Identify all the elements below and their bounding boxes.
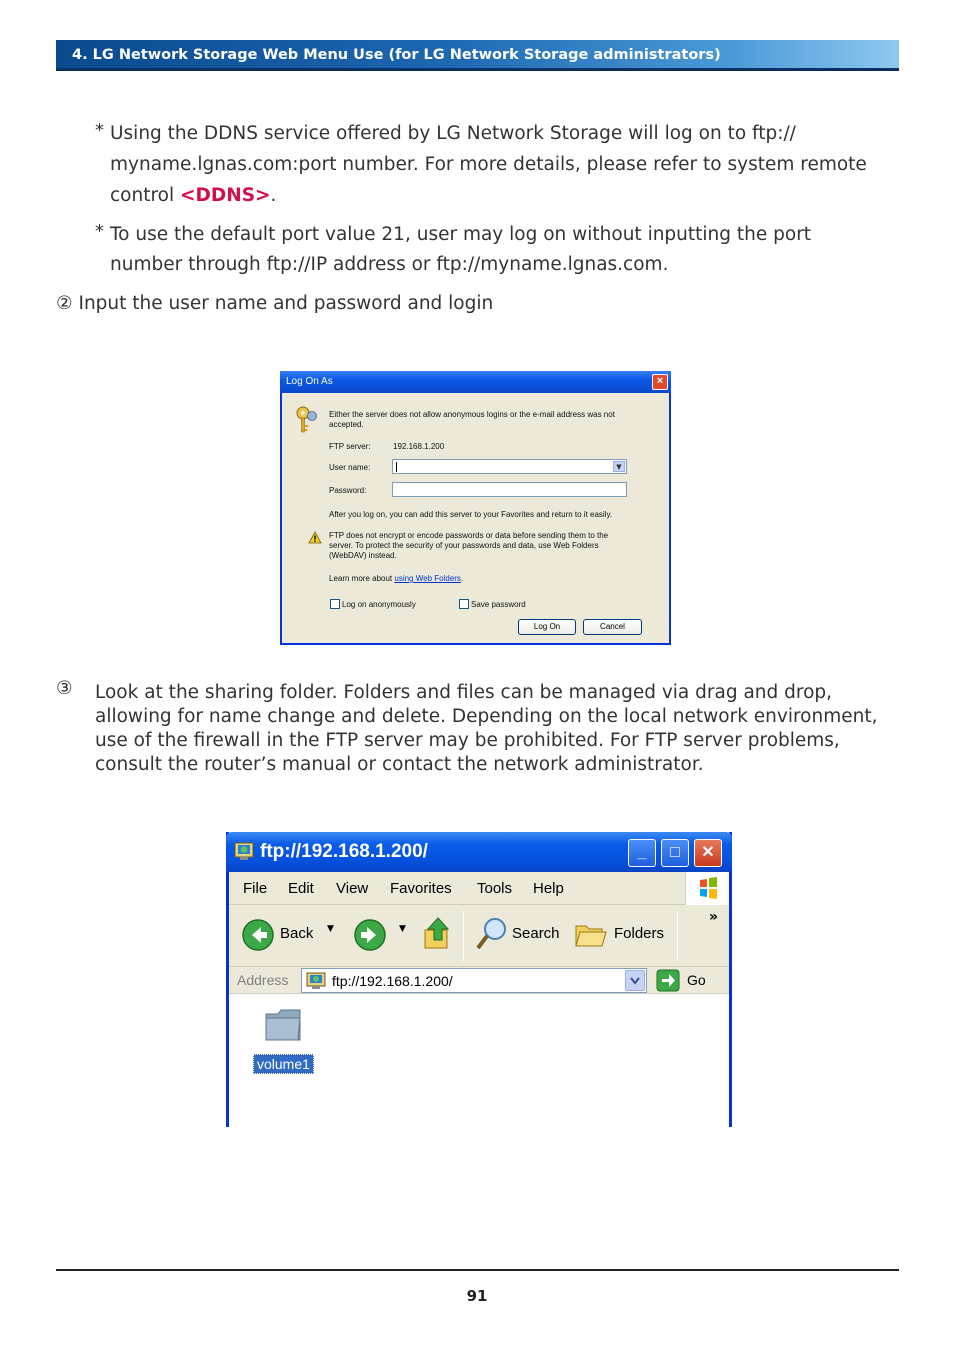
note-1-line-1: Using the DDNS service offered by LG Network Storage will log on to ftp:// [110, 123, 796, 144]
warning-line-2: server. To protect the security of your passwords and data, use Web Folders [329, 541, 599, 550]
step-2-marker: ② [56, 293, 73, 314]
folder-name-volume1[interactable]: volume1 [253, 1054, 314, 1074]
anonymous-checkbox[interactable] [330, 599, 340, 609]
section-header-bar [56, 40, 899, 71]
back-dropdown-icon[interactable]: ▼ [327, 924, 334, 934]
step-3-marker: ③ [56, 678, 73, 699]
logon-dialog-titlebar [280, 371, 671, 393]
up-folder-icon[interactable] [422, 916, 454, 952]
search-icon[interactable] [475, 916, 509, 952]
learn-more-prefix: Learn more about [329, 574, 395, 583]
ftp-window-title: ftp://192.168.1.200/ [260, 841, 428, 862]
keys-icon [294, 405, 320, 435]
menu-file[interactable]: File [243, 880, 268, 897]
username-field[interactable] [392, 459, 627, 474]
step-2-text: Input the user name and password and login [78, 293, 494, 314]
ftp-address-icon [306, 971, 328, 991]
password-label: Password: [329, 486, 367, 495]
forward-dropdown-icon[interactable]: ▼ [399, 924, 406, 934]
step-3-line-4: consult the router’s manual or contact the network administrator. [95, 754, 704, 775]
note-1-line-3-suffix: . [270, 185, 277, 206]
menu-favorites[interactable]: Favorites [390, 880, 452, 897]
windows-logo-icon [685, 872, 729, 905]
password-field[interactable] [392, 482, 627, 497]
ftp-folder-icon [234, 841, 256, 861]
text-cursor [396, 462, 397, 472]
back-label[interactable]: Back [280, 925, 314, 942]
chevron-down-icon[interactable]: ▼ [613, 461, 625, 472]
menu-edit[interactable]: Edit [288, 880, 314, 897]
note-2-marker: * [95, 221, 104, 242]
minimize-icon[interactable]: _ [628, 839, 656, 867]
warning-line-3: (WebDAV) instead. [329, 551, 397, 560]
logon-dialog [280, 371, 671, 645]
note-1-line-2: myname.lgnas.com:port number. For more details, please refer to system remote [110, 154, 867, 175]
folders-icon[interactable] [574, 918, 608, 950]
note-1-marker: * [95, 120, 104, 141]
folders-label[interactable]: Folders [614, 925, 665, 942]
close-window-icon[interactable]: ✕ [694, 839, 722, 867]
footer-divider [56, 1269, 899, 1271]
go-arrow-icon[interactable] [656, 969, 680, 992]
address-input[interactable] [301, 968, 647, 993]
note-2-line-2: number through ftp://IP address or ftp://myname.lgnas.com. [110, 254, 669, 275]
warning-icon [308, 531, 322, 544]
section-title: 4. LG Network Storage Web Menu Use (for LG Network Storage administrators) [72, 47, 721, 63]
go-label[interactable]: Go [687, 972, 706, 988]
learn-more-suffix: . [460, 574, 464, 583]
web-folders-link[interactable]: using Web Folders [394, 574, 461, 583]
ddns-reference: <DDNS> [180, 185, 271, 206]
menu-view[interactable]: View [336, 880, 369, 897]
dialog-message-line-2: accepted. [329, 420, 364, 429]
username-label: User name: [329, 463, 371, 472]
close-icon[interactable]: × [652, 374, 668, 390]
ftp-server-value: 192.168.1.200 [393, 442, 445, 451]
logon-button[interactable]: Log On [518, 619, 576, 635]
address-value: ftp://192.168.1.200/ [332, 973, 453, 989]
menu-bar [229, 872, 729, 905]
logon-dialog-title: Log On As [286, 376, 333, 387]
maximize-icon[interactable]: □ [661, 839, 689, 867]
menu-tools[interactable]: Tools [477, 880, 513, 897]
menu-help[interactable]: Help [533, 880, 564, 897]
warning-line-1: FTP does not encrypt or encode passwords or data before sending them to the [329, 531, 609, 540]
learn-more-text [329, 574, 463, 585]
note-2-line-1: To use the default port value 21, user may log on without inputting the port [110, 224, 812, 245]
search-label[interactable]: Search [512, 925, 560, 942]
save-password-checkbox[interactable] [459, 599, 469, 609]
cancel-button[interactable]: Cancel [583, 619, 642, 635]
step-3-line-3: use of the firewall in the FTP server may be prohibited. For FTP server problems, [95, 730, 840, 751]
toolbar-separator-2 [677, 911, 678, 961]
ftp-server-label: FTP server: [329, 442, 371, 451]
toolbar-separator [463, 911, 464, 961]
ftp-explorer-window [226, 832, 732, 1127]
note-1-line-3-prefix: control [110, 185, 181, 206]
anonymous-label: Log on anonymously [342, 600, 416, 609]
page-number: 91 [466, 1287, 488, 1305]
note-1-line-3 [110, 180, 276, 211]
toolbar-overflow-icon[interactable]: » [709, 909, 719, 925]
folder-icon[interactable] [262, 1004, 304, 1046]
back-arrow-icon[interactable] [241, 918, 275, 952]
forward-arrow-icon[interactable] [353, 918, 387, 952]
address-bar [229, 967, 729, 994]
address-label: Address [237, 972, 289, 988]
dialog-message-line-1: Either the server does not allow anonymous logins or the e-mail address was not [329, 410, 615, 419]
step-3-line-1: Look at the sharing folder. Folders and files can be managed via drag and drop, [95, 682, 833, 703]
ftp-window-titlebar [226, 832, 732, 872]
save-password-label: Save password [471, 600, 526, 609]
address-dropdown-icon[interactable] [625, 970, 645, 991]
step-2 [56, 288, 493, 319]
toolbar [229, 905, 729, 967]
step-3-line-2: allowing for name change and delete. Depending on the local network environment, [95, 706, 878, 727]
after-logon-text: After you log on, you can add this server to your Favorites and return to it easily. [329, 510, 613, 519]
